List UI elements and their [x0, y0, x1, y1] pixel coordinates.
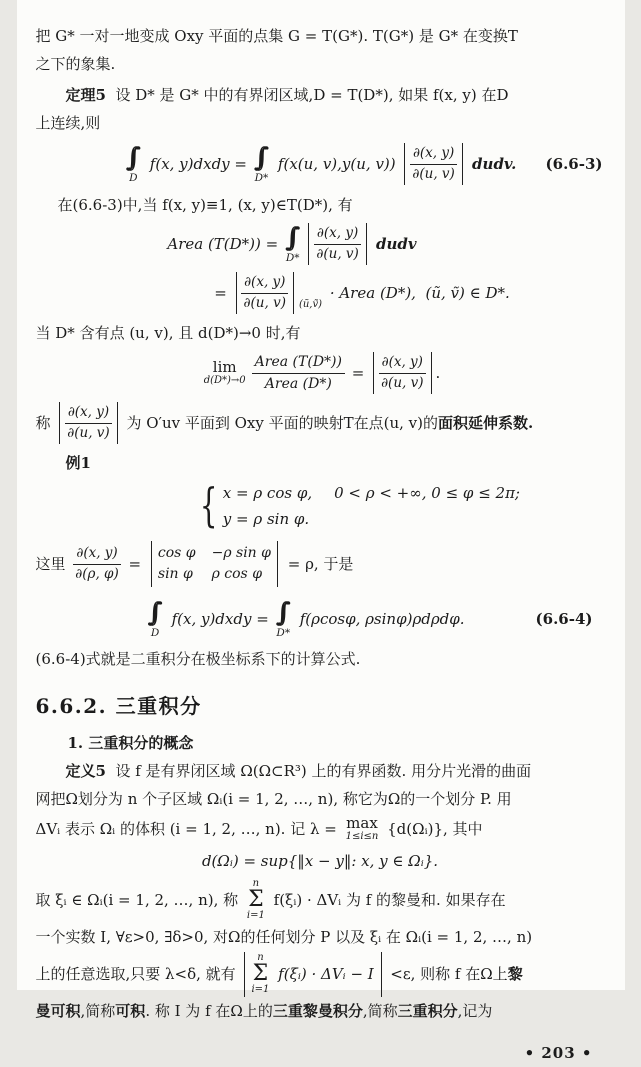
- area-ratio-fraction: [252, 352, 345, 394]
- lim-word: lim: [213, 360, 237, 376]
- integral-domain: D*: [255, 173, 269, 184]
- integrand-left: f(x, y)dxdy =: [145, 150, 252, 178]
- integral-domain: D: [129, 173, 137, 184]
- period: .: [436, 359, 441, 387]
- double-integral: [276, 600, 291, 639]
- case-y: y = ρ sin φ.: [223, 506, 520, 532]
- definition5-text-3b: {d(Ωᵢ)}, 其中: [382, 815, 482, 843]
- lim-subscript: d(D*)→0: [204, 376, 246, 387]
- jacobian-numerator: ∂(x, y): [410, 144, 457, 165]
- jacobian-numerator: ∂(x, y): [241, 273, 288, 294]
- definition5-text-3a: ΔVᵢ 表示 Ωᵢ 的体积 (i = 1, 2, …, n). 记 λ =: [36, 815, 342, 843]
- integral-domain: D*: [286, 253, 300, 264]
- sum-expression: f(ξᵢ) · ΔVᵢ − I: [273, 960, 378, 988]
- short-term-bold: 可积: [115, 1002, 145, 1020]
- integral-sign-icon: ∫∫: [254, 145, 269, 171]
- page-number: • 203 •: [36, 1039, 605, 1067]
- equals-sign: =: [347, 359, 369, 387]
- differential: dudv: [371, 230, 417, 258]
- matrix-entry-22: ρ cos φ: [212, 564, 271, 585]
- jacobian-abs: [404, 143, 462, 185]
- equation-6-6-4: [26, 593, 585, 645]
- triple-integral-bold: 三重积分: [398, 1002, 458, 1020]
- jacobian-numerator: ∂(x, y): [73, 544, 120, 565]
- double-integral: [126, 145, 141, 184]
- formula-remark-line: (6.6-4)式就是二重积分在极坐标系下的计算公式.: [36, 645, 605, 673]
- sum-text-3a: 上的任意选取,只要 λ<δ, 就有: [36, 960, 241, 988]
- riemann-sum-line-2: 一个实数 I, ∀ε>0, ∃δ>0, 对Ω的任何划分 P 以及 ξᵢ 在 Ωᵢ(i = 1, 2, …, n): [36, 923, 605, 951]
- theorem5-line-2: 上连续,则: [36, 109, 605, 137]
- double-integral: [147, 600, 162, 639]
- plain-text: ,简称: [81, 1002, 116, 1020]
- zheli-prefix: 这里: [36, 550, 71, 578]
- matrix-entry-11: cos φ: [158, 543, 196, 564]
- triple-riemann-integral-bold: 三重黎曼积分: [273, 1002, 363, 1020]
- area-equation-line-1: [8, 219, 577, 269]
- coefficient-definition-line: [36, 399, 605, 447]
- integrand-right: f(x(u, v),y(u, v)): [273, 150, 400, 178]
- jacobian-denominator: ∂(u, v): [241, 294, 289, 314]
- jacobian-abs: [308, 223, 366, 265]
- jacobian-numerator: ∂(x, y): [314, 224, 361, 245]
- abs-riemann-sum: [244, 952, 381, 997]
- integral-sign-icon: ∫∫: [285, 225, 300, 251]
- theorem5-label: 定理5: [66, 86, 106, 104]
- case-x: x = ρ cos φ, 0 < ρ < +∞, 0 ≤ φ ≤ 2π;: [223, 480, 520, 506]
- coefficient-term-bold: 面积延伸系数.: [438, 409, 533, 437]
- matrix-entry-12: −ρ sin φ: [212, 543, 271, 564]
- sigma-icon: Σ: [248, 889, 264, 911]
- integrand-right: f(ρcosφ, ρsinφ)ρdρdφ.: [295, 605, 465, 633]
- jacobian-fraction: [72, 544, 122, 584]
- double-integral: [254, 145, 269, 184]
- area-rhs: · Area (D*), (ũ, ṽ) ∈ D*.: [325, 279, 510, 307]
- double-integral: [285, 225, 300, 264]
- definition5-line-1: [36, 757, 605, 785]
- sum-upper-limit: n: [253, 879, 259, 890]
- jacobian-abs: [59, 402, 117, 444]
- sum-text-1b: f(ξᵢ) · ΔVᵢ 为 f 的黎曼和. 如果存在: [269, 886, 506, 914]
- integrable-term-start: 黎: [508, 960, 523, 988]
- integral-domain: D: [151, 628, 159, 639]
- integral-domain: D*: [276, 628, 290, 639]
- polar-cases: [36, 477, 605, 535]
- diameter-equation: d(Ωᵢ) = sup{‖x − y‖: x, y ∈ Ωᵢ}.: [36, 845, 605, 877]
- equation-number: (6.6-4): [536, 605, 593, 633]
- equation-6-6-3: [36, 139, 605, 189]
- limit-operator: [204, 360, 246, 386]
- ratio-denominator: Area (D*): [262, 374, 335, 394]
- definition5-line-3: [36, 813, 605, 845]
- equals-sign: =: [124, 550, 146, 578]
- integrand-left: f(x, y)dxdy =: [167, 605, 274, 633]
- ratio-numerator: Area (T(D*)): [252, 352, 345, 373]
- area-lhs: Area (T(D*)) =: [167, 230, 283, 258]
- subsection-heading: 1. 三重积分的概念: [36, 729, 605, 757]
- definition5-text-1: 设 f 是有界闭区域 Ω(Ω⊂R³) 上的有界函数. 用分片光滑的曲面: [106, 762, 531, 780]
- jacobian-denominator: ∂(u, v): [378, 374, 426, 394]
- cheng-prefix: 称: [36, 409, 56, 437]
- sum-text-1a: 取 ξᵢ ∈ Ωᵢ(i = 1, 2, …, n), 称: [36, 886, 243, 914]
- integral-sign-icon: ∫∫: [126, 145, 141, 171]
- sum-operator: [247, 879, 265, 922]
- plain-text: . 称 I 为 f 在Ω上的: [145, 1002, 273, 1020]
- jacobian-denominator: ∂(ρ, φ): [72, 565, 122, 585]
- evaluation-point: (ũ,ṽ): [299, 291, 322, 319]
- matrix-entry-21: sin φ: [158, 564, 196, 585]
- example1-label: 例1: [36, 449, 605, 477]
- max-subscript: 1≤i≤n: [346, 832, 379, 843]
- max-operator: [346, 816, 379, 842]
- jacobian-abs: [373, 352, 431, 394]
- jacobian-numerator: ∂(x, y): [65, 403, 112, 424]
- case-conditions: 0 < ρ < +∞, 0 ≤ φ ≤ 2π;: [334, 484, 520, 502]
- riemann-sum-line-4: [36, 997, 605, 1025]
- equation-number: (6.6-3): [546, 150, 603, 178]
- definition5-label: 定义5: [66, 762, 106, 780]
- differential: dudv.: [467, 150, 517, 178]
- determinant-matrix: [151, 541, 278, 587]
- riemann-sum-line-1: [36, 877, 605, 923]
- jacobian-denominator: ∂(u, v): [313, 245, 361, 265]
- integral-sign-icon: ∫∫: [276, 600, 291, 626]
- sum-lower-limit: i=1: [247, 911, 265, 922]
- condition-line: 当 D* 含有点 (u, v), 且 d(D*)→0 时,有: [36, 319, 605, 347]
- theorem5-line-1: [36, 81, 605, 109]
- plain-text: ,简称: [363, 1002, 398, 1020]
- jacobian-abs-evaluated: [236, 272, 294, 314]
- textbook-page: [17, 0, 625, 990]
- zheli-suffix: = ρ, 于是: [283, 550, 353, 578]
- sum-text-3b: <ε, 则称 f 在Ω上: [386, 960, 508, 988]
- area-equation-line-2: [78, 269, 641, 317]
- definition5-line-2: 网把Ω划分为 n 个子区域 Ωᵢ(i = 1, 2, …, n), 称它为Ω的一个划分 P. 用: [36, 785, 605, 813]
- sum-lower-limit: i=1: [251, 985, 269, 996]
- theorem5-text-1: 设 D* 是 G* 中的有界闭区域,D = T(D*), 如果 f(x, y) 在D: [106, 86, 509, 104]
- left-brace-icon: {: [199, 485, 217, 526]
- jacobian-denominator: ∂(u, v): [409, 165, 457, 185]
- sum-upper-limit: n: [257, 953, 263, 964]
- sigma-icon: Σ: [253, 963, 269, 985]
- intro-line-1: 把 G* 一对一地变成 Oxy 平面的点集 G = T(G*). T(G*) 是 G* 在变换T: [36, 22, 605, 50]
- riemann-sum-line-3: [36, 951, 605, 997]
- max-word: max: [346, 816, 378, 832]
- jacobian-determinant-line: [36, 535, 605, 593]
- sum-operator: [251, 953, 269, 996]
- plain-text: ,记为: [458, 1002, 493, 1020]
- integral-sign-icon: ∫∫: [147, 600, 162, 626]
- remark-line: 在(6.6-3)中,当 f(x, y)≡1, (x, y)∈T(D*), 有: [36, 191, 605, 219]
- limit-equation: [36, 347, 605, 399]
- integrable-term-bold: 曼可积: [36, 1002, 81, 1020]
- jacobian-denominator: ∂(u, v): [64, 424, 112, 444]
- jacobian-numerator: ∂(x, y): [379, 353, 426, 374]
- intro-line-2: 之下的象集.: [36, 50, 605, 78]
- equals-sign: =: [214, 279, 231, 307]
- section-heading: 6.6.2. 三重积分: [36, 689, 605, 723]
- cheng-middle: 为 O′uv 平面到 Oxy 平面的映射T在点(u, v)的: [122, 409, 438, 437]
